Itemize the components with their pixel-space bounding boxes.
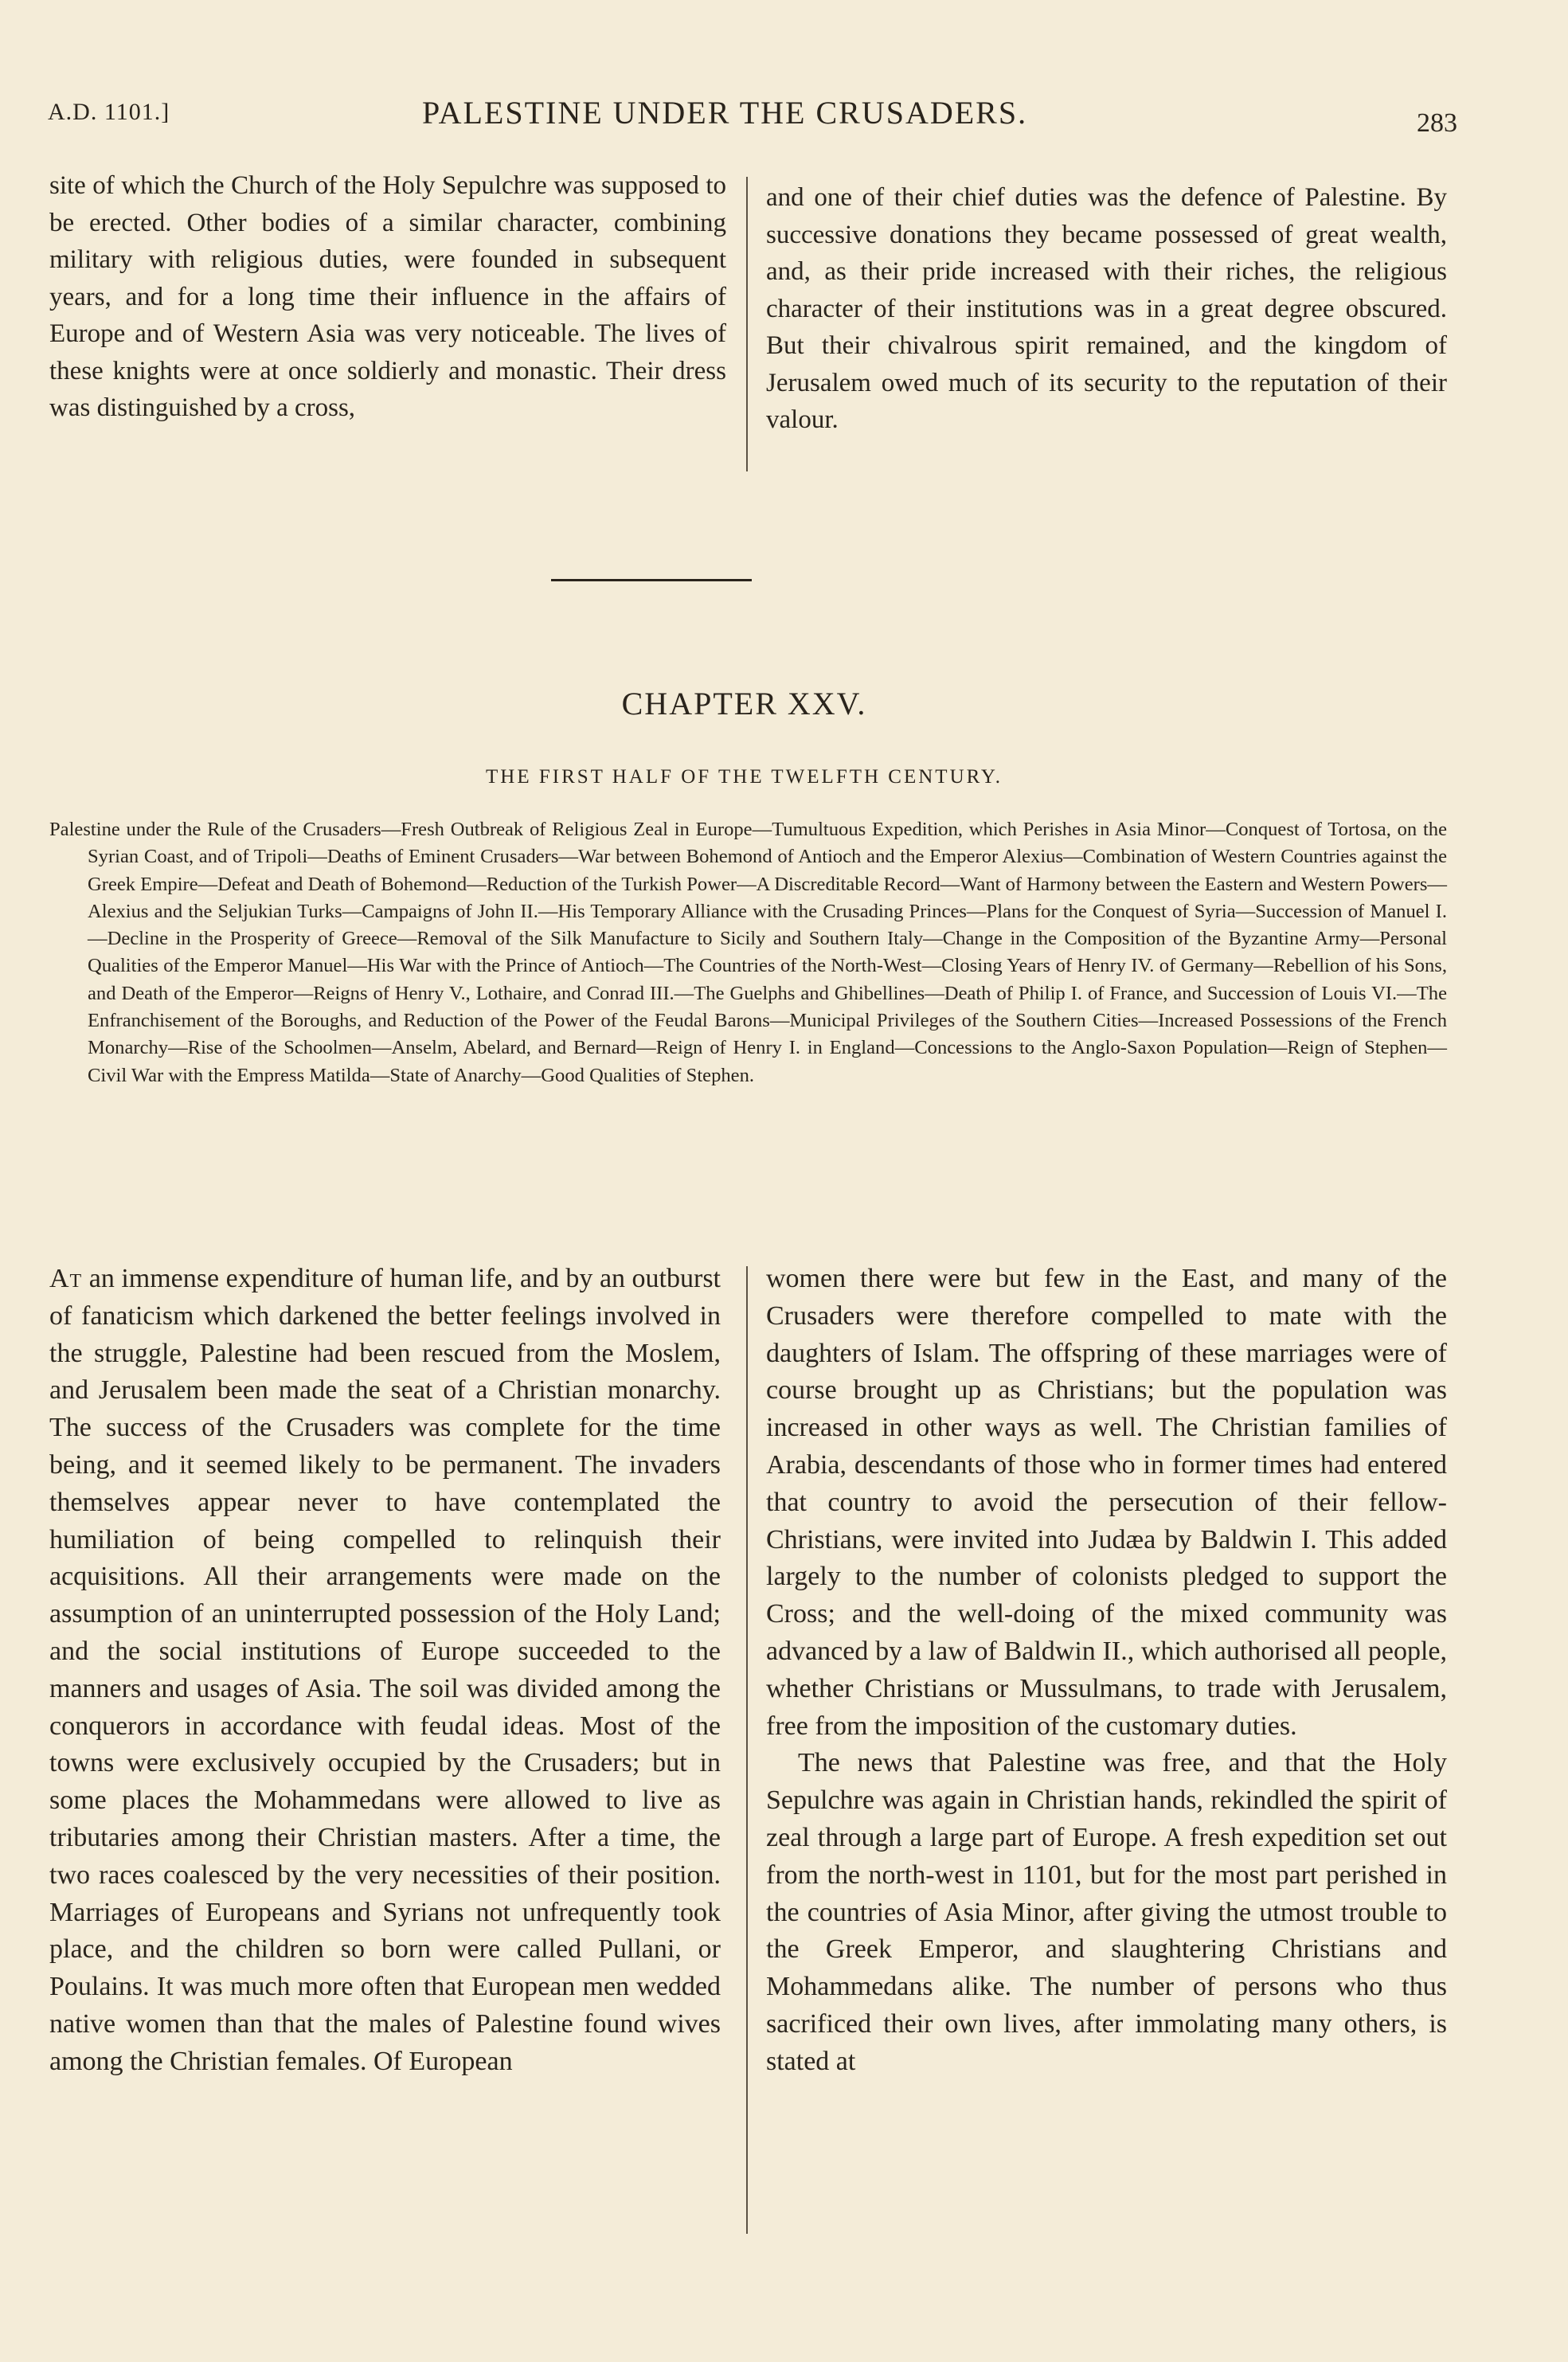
section-separator-rule xyxy=(551,579,752,581)
body-left-text: an immense expenditure of human life, and by an outburst of fanaticism which darkened the better feelings involved in the struggle, Palestine had been rescued from the Moslem, and Jerusalem been made the seat of a Christian monarchy. The success of the Crusaders was complete for the time being, and it seemed likely to be permanent. The invaders themselves appear never to have contemplated the humiliation of being compelled to relinquish their acquisitions. All their arrangements were made on the assumption of an uninterrupted possession of the Holy Land; and the social institutions of Europe succeeded to the manners and usages of Asia. The soil was divided among the conquerors in accordance with feudal ideas. Most of the towns were exclusively occupied by the Crusaders; but in some places the Mohammedans were allowed to live as tributaries among their Christian masters. After a time, the two races coalesced by the very necessities of their position. Marriages of Europeans and Syrians not unfrequently took place, and the children so born were called Pullani, or Poulains. It was much more often that European men wedded native women than that the males of Palestine found wives among the Christian females. Of European xyxy=(49,1264,721,2076)
column-divider-bottom xyxy=(746,1266,748,2234)
opening-word: At xyxy=(49,1264,83,1293)
chapter-summary: Palestine under the Rule of the Crusaders—Fresh Outbreak of Religious Zeal in Europe—Tumultuous Expedition, which Perishes in Asia Minor—Conquest of Tortosa, on the Syrian Coast, and of Tripoli—Deaths of Eminent Crusaders—War between Bohemond of Antioch and the Emperor Alexius—Combination of Western Countries against the Greek Empire—Defeat and Death of Bohemond—Reduction of the Turkish Power—A Discreditable Record—Want of Harmony between the Eastern and Western Powers—Alexius and the Seljukian Turks—Campaigns of John II.—His Temporary Alliance with the Crusading Princes—Plans for the Conquest of Syria—Succession of Manuel I.—Decline in the Prosperity of Greece—Removal of the Silk Manufacture to Sicily and Southern Italy—Change in the Composition of the Byzantine Army—Personal Qualities of the Emperor Manuel—His War with the Prince of Antioch—The Countries of the North-West—Closing Years of Henry IV. of Germany—Rebellion of his Sons, and Death of the Emperor—Reigns of Henry V., Lothaire, and Conrad III.—The Guelphs and Ghibellines—Death of Philip I. of France, and Succession of Louis VI.—The Enfranchisement of the Boroughs, and Reduction of the Power of the Feudal Barons—Municipal Privileges of the Southern Cities—Increased Possessions of the French Monarchy—Rise of the Schoolmen—Anselm, Abelard, and Bernard—Reign of Henry I. in England—Concessions to the Anglo-Saxon Population—Reign of Stephen—Civil War with the Empress Matilda—State of Anarchy—Good Qualities of Stephen. xyxy=(49,819,1447,1086)
top-right-column: and one of their chief duties was the defence of Palestine. By successive donations they became possessed of great wealth, and, as their pride increased with their riches, the religious character of their institutions was in a great degree obscured. But their chivalrous spirit remained, and the kingdom of Jerusalem owed much of its security to the reputation of their valour. xyxy=(766,183,1447,434)
chapter-subtitle: THE FIRST HALF OF THE TWELFTH CENTURY. xyxy=(486,766,1003,788)
running-header xyxy=(48,94,1457,138)
body-right-paragraph-1: women there were but few in the East, and many of the Crusaders were therefore compelled to mate with the daughters of Islam. The offspring of these marriages were of course brought up as Christians; but the population was increased in other ways as well. The Christian families of Arabia, descendants of those who in former times had entered that country to avoid the persecution of their fellow-Christians, were invited into Judæa by Baldwin I. This added largely to the number of colonists pledged to support the Cross; and the well-doing of the mixed community was advanced by a law of Baldwin II., which authorised all people, whether Christians or Mussulmans, to trade with Jerusalem, free from the imposition of the customary duties. xyxy=(766,1264,1447,1741)
chapter-title: CHAPTER XXV. xyxy=(621,686,867,722)
body-left-column xyxy=(49,1261,721,2081)
body-right-column xyxy=(766,1261,1447,2081)
column-divider-top xyxy=(746,177,748,471)
top-left-column: site of which the Church of the Holy Sepulchre was supposed to be erected. Other bodies of a similar character, combining military with religious duties, were founded in subsequent years, and for a long time their influence in the affairs of Europe and of Western Asia was very noticeable. The lives of these knights were at once soldierly and monastic. Their dress was distinguished by a cross, xyxy=(49,171,726,422)
body-right-paragraph-2: The news that Palestine was free, and that the Holy Sepulchre was again in Christian hands, rekindled the spirit of zeal through a large part of Europe. A fresh expedition set out from the north-west in 1101, but for the most part perished in the countries of Asia Minor, after giving the utmost trouble to the Greek Emperor, and slaughtering Christians and Mohammedans alike. The number of persons who thus sacrificed their own lives, after immolating many others, is stated at xyxy=(766,1748,1447,2076)
header-title: PALESTINE UNDER THE CRUSADERS. xyxy=(422,95,1028,131)
page-number: 283 xyxy=(1417,108,1457,138)
header-date: A.D. 1101.] xyxy=(48,99,170,125)
body-left-paragraph xyxy=(49,1261,721,2081)
